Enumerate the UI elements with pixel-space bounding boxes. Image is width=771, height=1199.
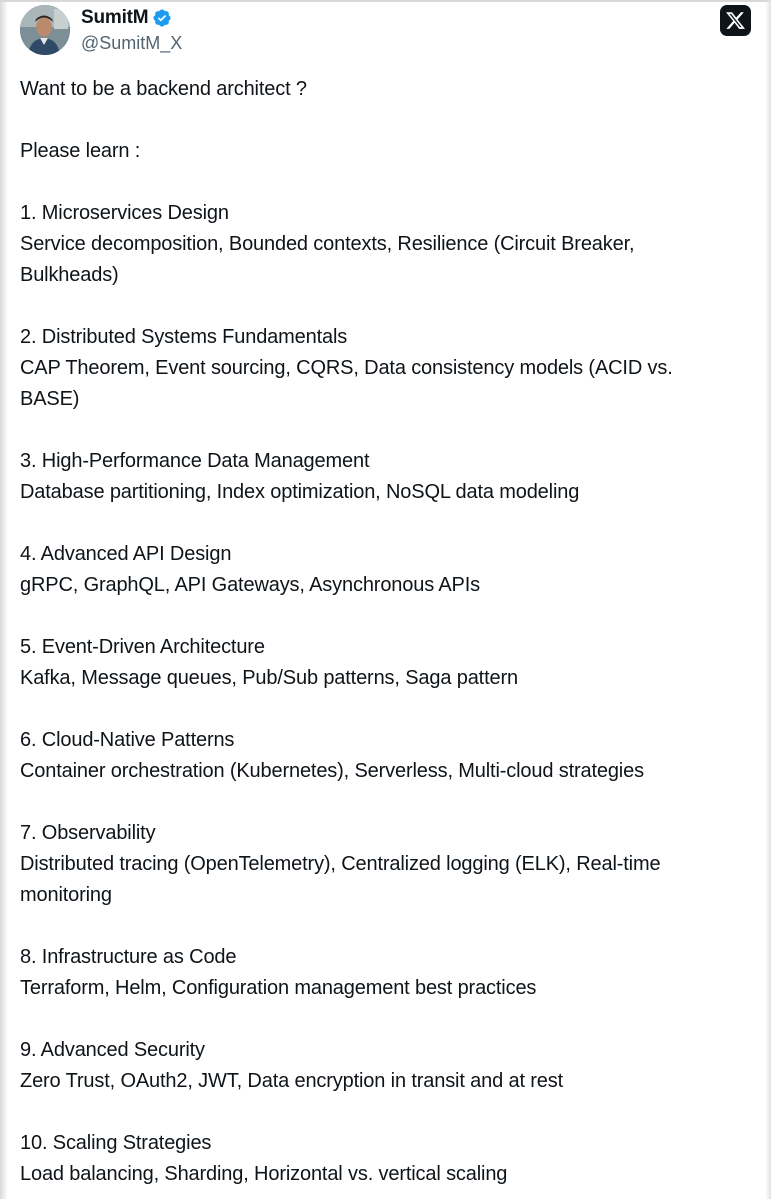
topic-detail: Load balancing, Sharding, Horizontal vs. vertical scaling	[20, 1163, 508, 1185]
topic-detail: Database partitioning, Index optimization, NoSQL data modeling	[20, 481, 580, 503]
topic-detail: Zero Trust, OAuth2, JWT, Data encryption in transit and at rest	[20, 1070, 564, 1092]
topic-detail: Distributed tracing (OpenTelemetry), Centralized logging (ELK), Real-time	[20, 853, 661, 875]
topic-title: 9. Advanced Security	[20, 1039, 205, 1061]
tweet-text	[20, 74, 760, 1190]
paragraph-gap	[20, 167, 760, 198]
paragraph-gap	[20, 601, 760, 632]
topic-title: 3. High-Performance Data Management	[20, 450, 370, 472]
topic-title: 2. Distributed Systems Fundamentals	[20, 326, 348, 348]
author-block	[81, 7, 182, 55]
name-row	[81, 7, 182, 29]
paragraph-gap	[20, 415, 760, 446]
paragraph-gap	[20, 291, 760, 322]
paragraph-gap	[20, 1097, 760, 1128]
tweet-intro: Want to be a backend architect ?	[20, 78, 307, 100]
verified-badge-icon	[152, 8, 172, 28]
topic-title: 1. Microservices Design	[20, 202, 229, 224]
paragraph-gap	[20, 508, 760, 539]
topic-detail: Kafka, Message queues, Pub/Sub patterns, Saga pattern	[20, 667, 518, 689]
topic-detail: Bulkheads)	[20, 264, 119, 286]
topic-title: 5. Event-Driven Architecture	[20, 636, 265, 658]
avatar[interactable]	[20, 5, 70, 55]
tweet-prompt: Please learn :	[20, 140, 141, 162]
topic-title: 4. Advanced API Design	[20, 543, 232, 565]
topic-title: 7. Observability	[20, 822, 156, 844]
topic-detail: Container orchestration (Kubernetes), Serverless, Multi-cloud strategies	[20, 760, 644, 782]
topic-detail: BASE)	[20, 388, 80, 410]
paragraph-gap	[20, 694, 760, 725]
paragraph-gap	[20, 1004, 760, 1035]
topic-title: 10. Scaling Strategies	[20, 1132, 212, 1154]
tweet-header	[20, 5, 755, 55]
topic-detail: Terraform, Helm, Configuration management best practices	[20, 977, 537, 999]
paragraph-gap	[20, 105, 760, 136]
topic-title: 6. Cloud-Native Patterns	[20, 729, 235, 751]
topic-detail: monitoring	[20, 884, 112, 906]
x-logo-icon[interactable]	[720, 5, 751, 36]
avatar-image	[20, 5, 70, 55]
paragraph-gap	[20, 911, 760, 942]
topic-title: 8. Infrastructure as Code	[20, 946, 237, 968]
topic-detail: CAP Theorem, Event sourcing, CQRS, Data consistency models (ACID vs.	[20, 357, 673, 379]
topic-detail: Service decomposition, Bounded contexts, Resilience (Circuit Breaker,	[20, 233, 635, 255]
display-name[interactable]: SumitM	[81, 7, 149, 28]
paragraph-gap	[20, 787, 760, 818]
topic-detail: gRPC, GraphQL, API Gateways, Asynchronous APIs	[20, 574, 480, 596]
author-handle[interactable]: @SumitM_X	[81, 33, 183, 53]
